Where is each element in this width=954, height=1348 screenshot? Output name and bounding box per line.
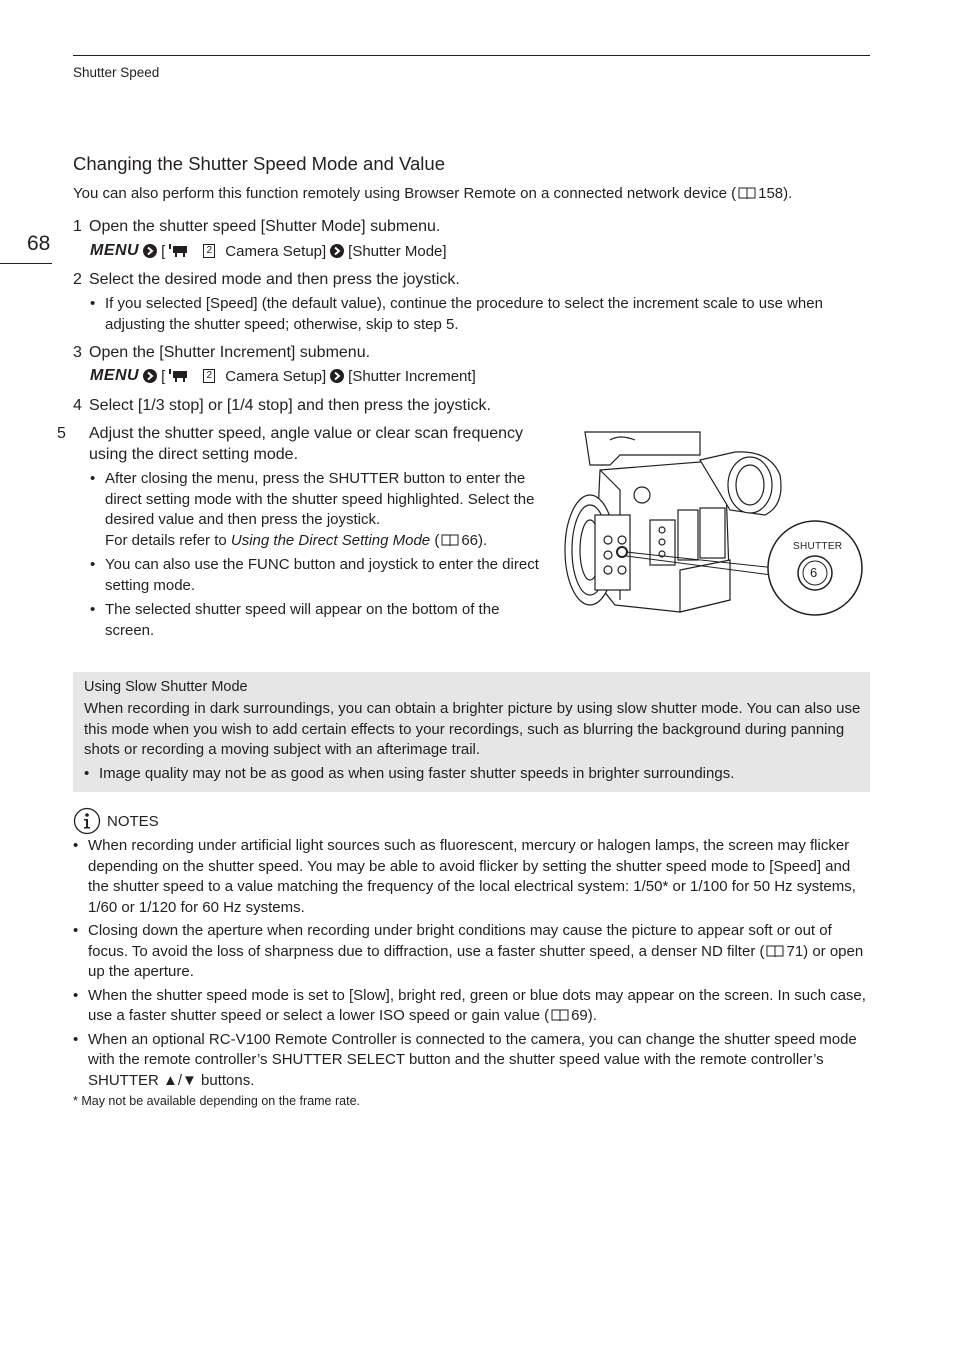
step-5 xyxy=(57,423,529,465)
step-text: Open the shutter speed [Shutter Mode] submenu. xyxy=(89,218,441,235)
book-icon xyxy=(551,1009,569,1022)
bracket-open: [ xyxy=(161,367,166,385)
shutter-button-label: SHUTTER xyxy=(793,541,843,552)
intro-text: You can also perform this function remotely using Browser Remote on a connected network device ( xyxy=(73,185,737,202)
note-text: When an optional RC-V100 Remote Controller is connected to the camera, you can change the shutter speed mode with the remote controller’s SHUTTER SELECT button and the shutter speed value with the remote controller’s SHUTTER xyxy=(88,1030,857,1089)
note-text: Closing down the aperture when recording under bright conditions may cause the picture to appear soft or out of focus. To avoid the loss of sharpness due to diffraction, use a faster shutter speed, a denser ND filter ( xyxy=(88,922,832,960)
step-2 xyxy=(73,269,543,290)
step-5-bullets xyxy=(90,469,540,641)
page-number-rule xyxy=(0,263,52,264)
menu-path-shutter-increment xyxy=(90,367,476,385)
note-text: buttons. xyxy=(196,1071,255,1089)
bullet-item xyxy=(90,469,540,551)
note-item xyxy=(73,1030,870,1092)
menu-page-box: 2 xyxy=(203,369,215,383)
bracket-open: [ xyxy=(161,242,166,260)
step-text: Adjust the shutter speed, angle value or clear scan frequency using the direct setting mode. xyxy=(89,425,524,463)
chevron-right-icon xyxy=(330,369,344,383)
step-number: 5 xyxy=(57,425,66,442)
note-text: When the shutter speed mode is set to [Slow], bright red, green or blue dots may appear on the screen. In such case, use a faster shutter speed or select a lower ISO speed or gain value ( xyxy=(88,986,866,1024)
chevron-right-icon xyxy=(330,244,344,258)
camera-setup-icon xyxy=(169,244,191,258)
step-4 xyxy=(73,395,593,416)
step-number: 2 xyxy=(73,271,82,288)
ref-prefix: For details refer to xyxy=(105,531,231,549)
note-item xyxy=(73,986,870,1027)
note-item: • When recording under artificial light sources such as fluorescent, mercury or halogen lamps, the screen may flicker depending on the shutter speed. You may be able to avoid flicker by setting the shutter speed mode to [Speed] and the shutter speed to a value matching the frequency of the local electrical system: 1/50* or 1/100 for 50 Hz systems, 1/60 or 1/120 for 60 Hz systems. xyxy=(73,836,870,918)
running-header: Shutter Speed xyxy=(73,65,160,80)
step-text: Open the [Shutter Increment] submenu. xyxy=(89,344,371,361)
menu-button-label: MENU xyxy=(90,367,140,384)
menu-item-label: [Shutter Increment] xyxy=(348,367,476,385)
menu-page-box: 2 xyxy=(203,244,215,258)
book-icon xyxy=(441,534,459,547)
step-number: 1 xyxy=(73,218,82,235)
book-icon xyxy=(766,945,784,958)
step-number: 4 xyxy=(73,397,82,414)
header-rule xyxy=(73,55,870,56)
footnote: * May not be available depending on the frame rate. xyxy=(73,1094,360,1108)
step-text: Select [1/3 stop] or [1/4 stop] and then press the joystick. xyxy=(89,397,491,414)
slow-shutter-title: Using Slow Shutter Mode xyxy=(84,679,248,695)
notes-label: NOTES xyxy=(107,812,159,830)
menu-path-shutter-mode xyxy=(90,242,447,260)
step-1 xyxy=(73,216,543,237)
note-item xyxy=(73,921,870,983)
notes-heading xyxy=(73,807,159,835)
ref-open: ( xyxy=(430,531,440,549)
menu-button-label: MENU xyxy=(90,242,140,259)
step-2-bullets xyxy=(90,294,870,335)
bullet-text: After closing the menu, press the SHUTTER button to enter the direct setting mode with the shutter speed highlighted. Select the desired value and then press the joystick. xyxy=(105,470,535,528)
bullet-item: • You can also use the FUNC button and joystick to enter the direct setting mode. xyxy=(90,555,540,596)
info-icon xyxy=(73,807,101,835)
menu-item-label: [Shutter Mode] xyxy=(348,242,447,260)
slow-shutter-box xyxy=(73,672,870,792)
ref-page: 66). xyxy=(461,531,488,549)
camera-setup-icon xyxy=(169,369,191,383)
step-text: Select the desired mode and then press the joystick. xyxy=(89,271,460,288)
notes-list xyxy=(73,836,870,1094)
menu-setup-label: Camera Setup] xyxy=(225,242,327,260)
note-text: 69). xyxy=(571,1007,597,1024)
chevron-right-icon xyxy=(143,369,157,383)
camera-illustration xyxy=(560,430,870,620)
intro-page-ref: 158). xyxy=(758,185,793,202)
chevron-right-icon xyxy=(143,244,157,258)
bullet-item: • The selected shutter speed will appear on the bottom of the screen. xyxy=(90,600,540,641)
book-icon xyxy=(738,187,756,200)
step-3 xyxy=(73,342,543,363)
menu-setup-label: Camera Setup] xyxy=(225,367,327,385)
note-text: 71) or open up the aperture. xyxy=(88,942,864,980)
ref-title: Using the Direct Setting Mode xyxy=(230,531,431,549)
page-number: 68 xyxy=(27,232,51,255)
intro-paragraph xyxy=(73,185,792,202)
slow-shutter-text: When recording in dark surroundings, you can obtain a brighter picture by using slow shutter mode. You can also use this mode when you wish to add certain effects to your recordings, such as blurring the background during panning shots or recording a moving subject with an afterimage trail. xyxy=(84,700,861,758)
step-number: 3 xyxy=(73,344,82,361)
bullet-item: • If you selected [Speed] (the default value), continue the procedure to select the increment scale to use when adjusting the shutter speed; otherwise, skip to step 5. xyxy=(90,294,870,335)
slow-shutter-bullet: • Image quality may not be as good as when using faster shutter speeds in brighter surroundings. xyxy=(84,764,862,785)
section-title: Changing the Shutter Speed Mode and Value xyxy=(73,153,445,174)
up-down-symbols: ▲/▼ xyxy=(163,1071,197,1089)
shutter-button-number: 6 xyxy=(810,565,818,580)
